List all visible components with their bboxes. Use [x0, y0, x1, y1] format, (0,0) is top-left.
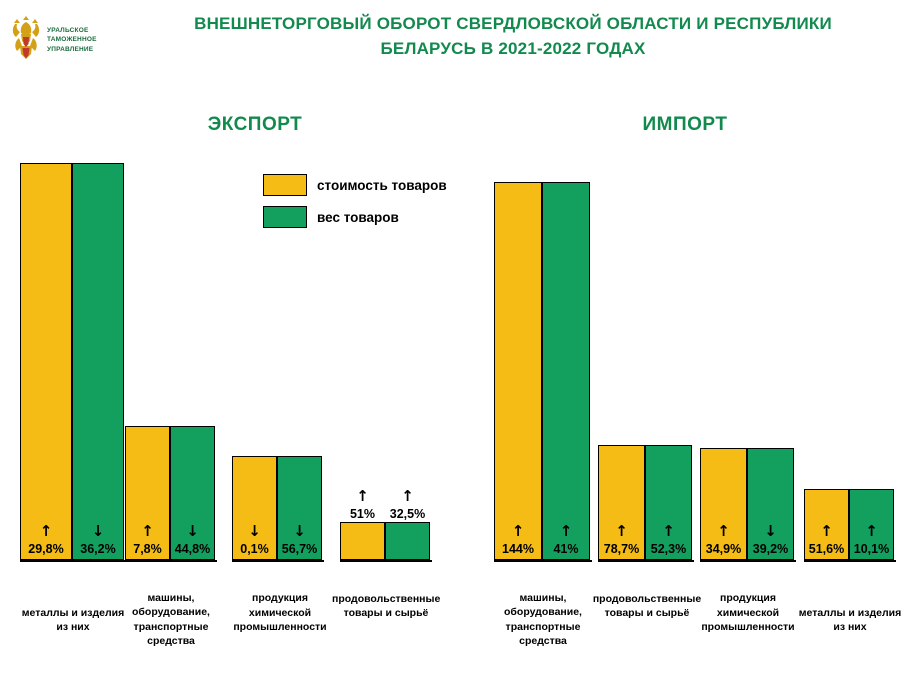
bar-annot-export-2-value [126, 523, 169, 555]
arrow-up-icon: ↑ [717, 522, 730, 540]
arrow-up-icon: ↑ [615, 522, 628, 540]
bar-label-export-3-value: 0,1% [240, 541, 269, 556]
bar-label-import-4-weight: 10,1% [853, 541, 890, 556]
bar-annot-import-3-value [701, 523, 746, 555]
bar-export-3-weight [277, 456, 322, 560]
category-label-import-4: металлы и изделия из них [798, 606, 902, 633]
category-label-export-3: продукция химической промышленности [233, 592, 327, 633]
bar-annot-import-1-weight [543, 523, 589, 555]
bar-annot-export-3-weight [278, 523, 321, 555]
bar-import-2-value [598, 445, 645, 560]
baseline-import-2 [598, 560, 694, 562]
bar-annot-import-1-value [495, 523, 541, 555]
arrow-up-icon: ↑ [401, 487, 414, 505]
bar-group-import-3 [700, 448, 794, 560]
bar-export-2-value [125, 426, 170, 560]
bar-annot-import-3-weight [748, 523, 793, 555]
legend-label-value: стоимость товаров [317, 177, 447, 193]
arrow-up-icon: ↑ [356, 487, 369, 505]
arrow-down-icon: ↓ [293, 522, 306, 540]
bar-import-2-weight [645, 445, 692, 560]
bar-label-import-2-weight: 52,3% [650, 541, 687, 556]
bar-annot-export-1-value [21, 523, 71, 555]
bar-export-3-value [232, 456, 277, 560]
bar-annot-export-4-weight [385, 488, 430, 520]
arrow-up-icon: ↑ [662, 522, 675, 540]
baseline-import-1 [494, 560, 592, 562]
category-label-export-1: металлы и изделия из них [21, 606, 125, 633]
bar-label-import-4-value: 51,6% [808, 541, 845, 556]
bar-label-export-4-weight: 32,5% [389, 506, 426, 521]
bar-label-export-1-value: 29,8% [28, 541, 64, 556]
bar-annot-export-2-weight [171, 523, 214, 555]
emblem-line-2: ТАМОЖЕННОЕ [47, 36, 97, 44]
bar-annot-export-3-value [233, 523, 276, 555]
bar-group-import-4 [804, 489, 894, 560]
baseline-export-2 [125, 560, 217, 562]
bar-export-4-value [340, 522, 385, 560]
arrow-up-icon: ↑ [820, 522, 833, 540]
baseline-import-4 [804, 560, 896, 562]
bar-label-export-3-weight: 56,7% [281, 541, 318, 556]
bar-annot-import-2-weight [646, 523, 691, 555]
bar-annot-export-1-weight [73, 523, 123, 555]
bar-import-3-value [700, 448, 747, 560]
bar-annot-export-4-value [340, 488, 385, 520]
emblem-line-3: УПРАВЛЕНИЕ [47, 45, 94, 53]
bar-label-export-2-weight: 44,8% [174, 541, 211, 556]
legend-label-weight: вес товаров [317, 209, 399, 225]
bar-group-export-4 [340, 522, 430, 560]
bar-group-import-1 [494, 182, 590, 560]
section-label-export: ЭКСПОРТ [207, 114, 303, 135]
bar-import-4-weight [849, 489, 894, 560]
bar-import-1-value [494, 182, 542, 560]
emblem-line-1: УРАЛЬСКОЕ [47, 26, 89, 34]
baseline-export-1 [20, 560, 126, 562]
bar-annot-import-4-value [805, 523, 848, 555]
bar-import-3-weight [747, 448, 794, 560]
bar-export-4-weight [385, 522, 430, 560]
arrow-up-icon: ↑ [559, 522, 573, 540]
page-title: ВНЕШНЕТОРГОВЫЙ ОБОРОТ СВЕРДЛОВСКОЙ ОБЛАСТИ И РЕСПУБЛИКИ БЕЛАРУСЬ В 2021-2022 ГОДАХ [194, 14, 832, 58]
baseline-export-4 [340, 560, 432, 562]
category-label-export-4: продовольственные товары и сырьё [332, 592, 441, 619]
bar-group-import-2 [598, 445, 692, 560]
baseline-export-3 [232, 560, 324, 562]
arrow-down-icon: ↓ [91, 522, 105, 540]
category-label-export-2: машины, оборудование, транспортные средства [132, 592, 210, 647]
bar-export-2-weight [170, 426, 215, 560]
bar-label-export-2-value: 7,8% [133, 541, 162, 556]
arrow-down-icon: ↓ [186, 522, 199, 540]
bar-group-export-2 [125, 426, 215, 560]
bar-annot-import-4-weight [850, 523, 893, 555]
bar-label-import-1-weight: 41% [553, 541, 579, 556]
bar-import-1-weight [542, 182, 590, 560]
arrow-up-icon: ↑ [511, 522, 525, 540]
bar-import-4-value [804, 489, 849, 560]
arrow-up-icon: ↑ [39, 522, 53, 540]
category-label-import-1: машины, оборудование, транспортные средства [504, 592, 582, 647]
bar-group-export-3 [232, 456, 322, 560]
arrow-up-icon: ↑ [865, 522, 878, 540]
bar-label-import-3-value: 34,9% [705, 541, 742, 556]
arrow-down-icon: ↓ [764, 522, 777, 540]
bar-label-import-3-weight: 39,2% [752, 541, 789, 556]
bar-label-import-1-value: 144% [502, 541, 534, 556]
bar-group-export-1 [20, 163, 124, 560]
bar-export-1-value [20, 163, 72, 560]
section-label-import: ИМПОРТ [642, 114, 728, 135]
bar-label-export-1-weight: 36,2% [80, 541, 116, 556]
bar-label-export-4-value: 51% [349, 506, 376, 521]
bar-export-1-weight [72, 163, 124, 560]
bar-label-import-2-value: 78,7% [603, 541, 640, 556]
category-label-import-3: продукция химической промышленности [701, 592, 795, 633]
arrow-down-icon: ↓ [248, 522, 261, 540]
bar-annot-import-2-value [599, 523, 644, 555]
baseline-import-3 [700, 560, 796, 562]
arrow-up-icon: ↑ [141, 522, 154, 540]
category-label-import-2: продовольственные товары и сырьё [592, 592, 702, 619]
